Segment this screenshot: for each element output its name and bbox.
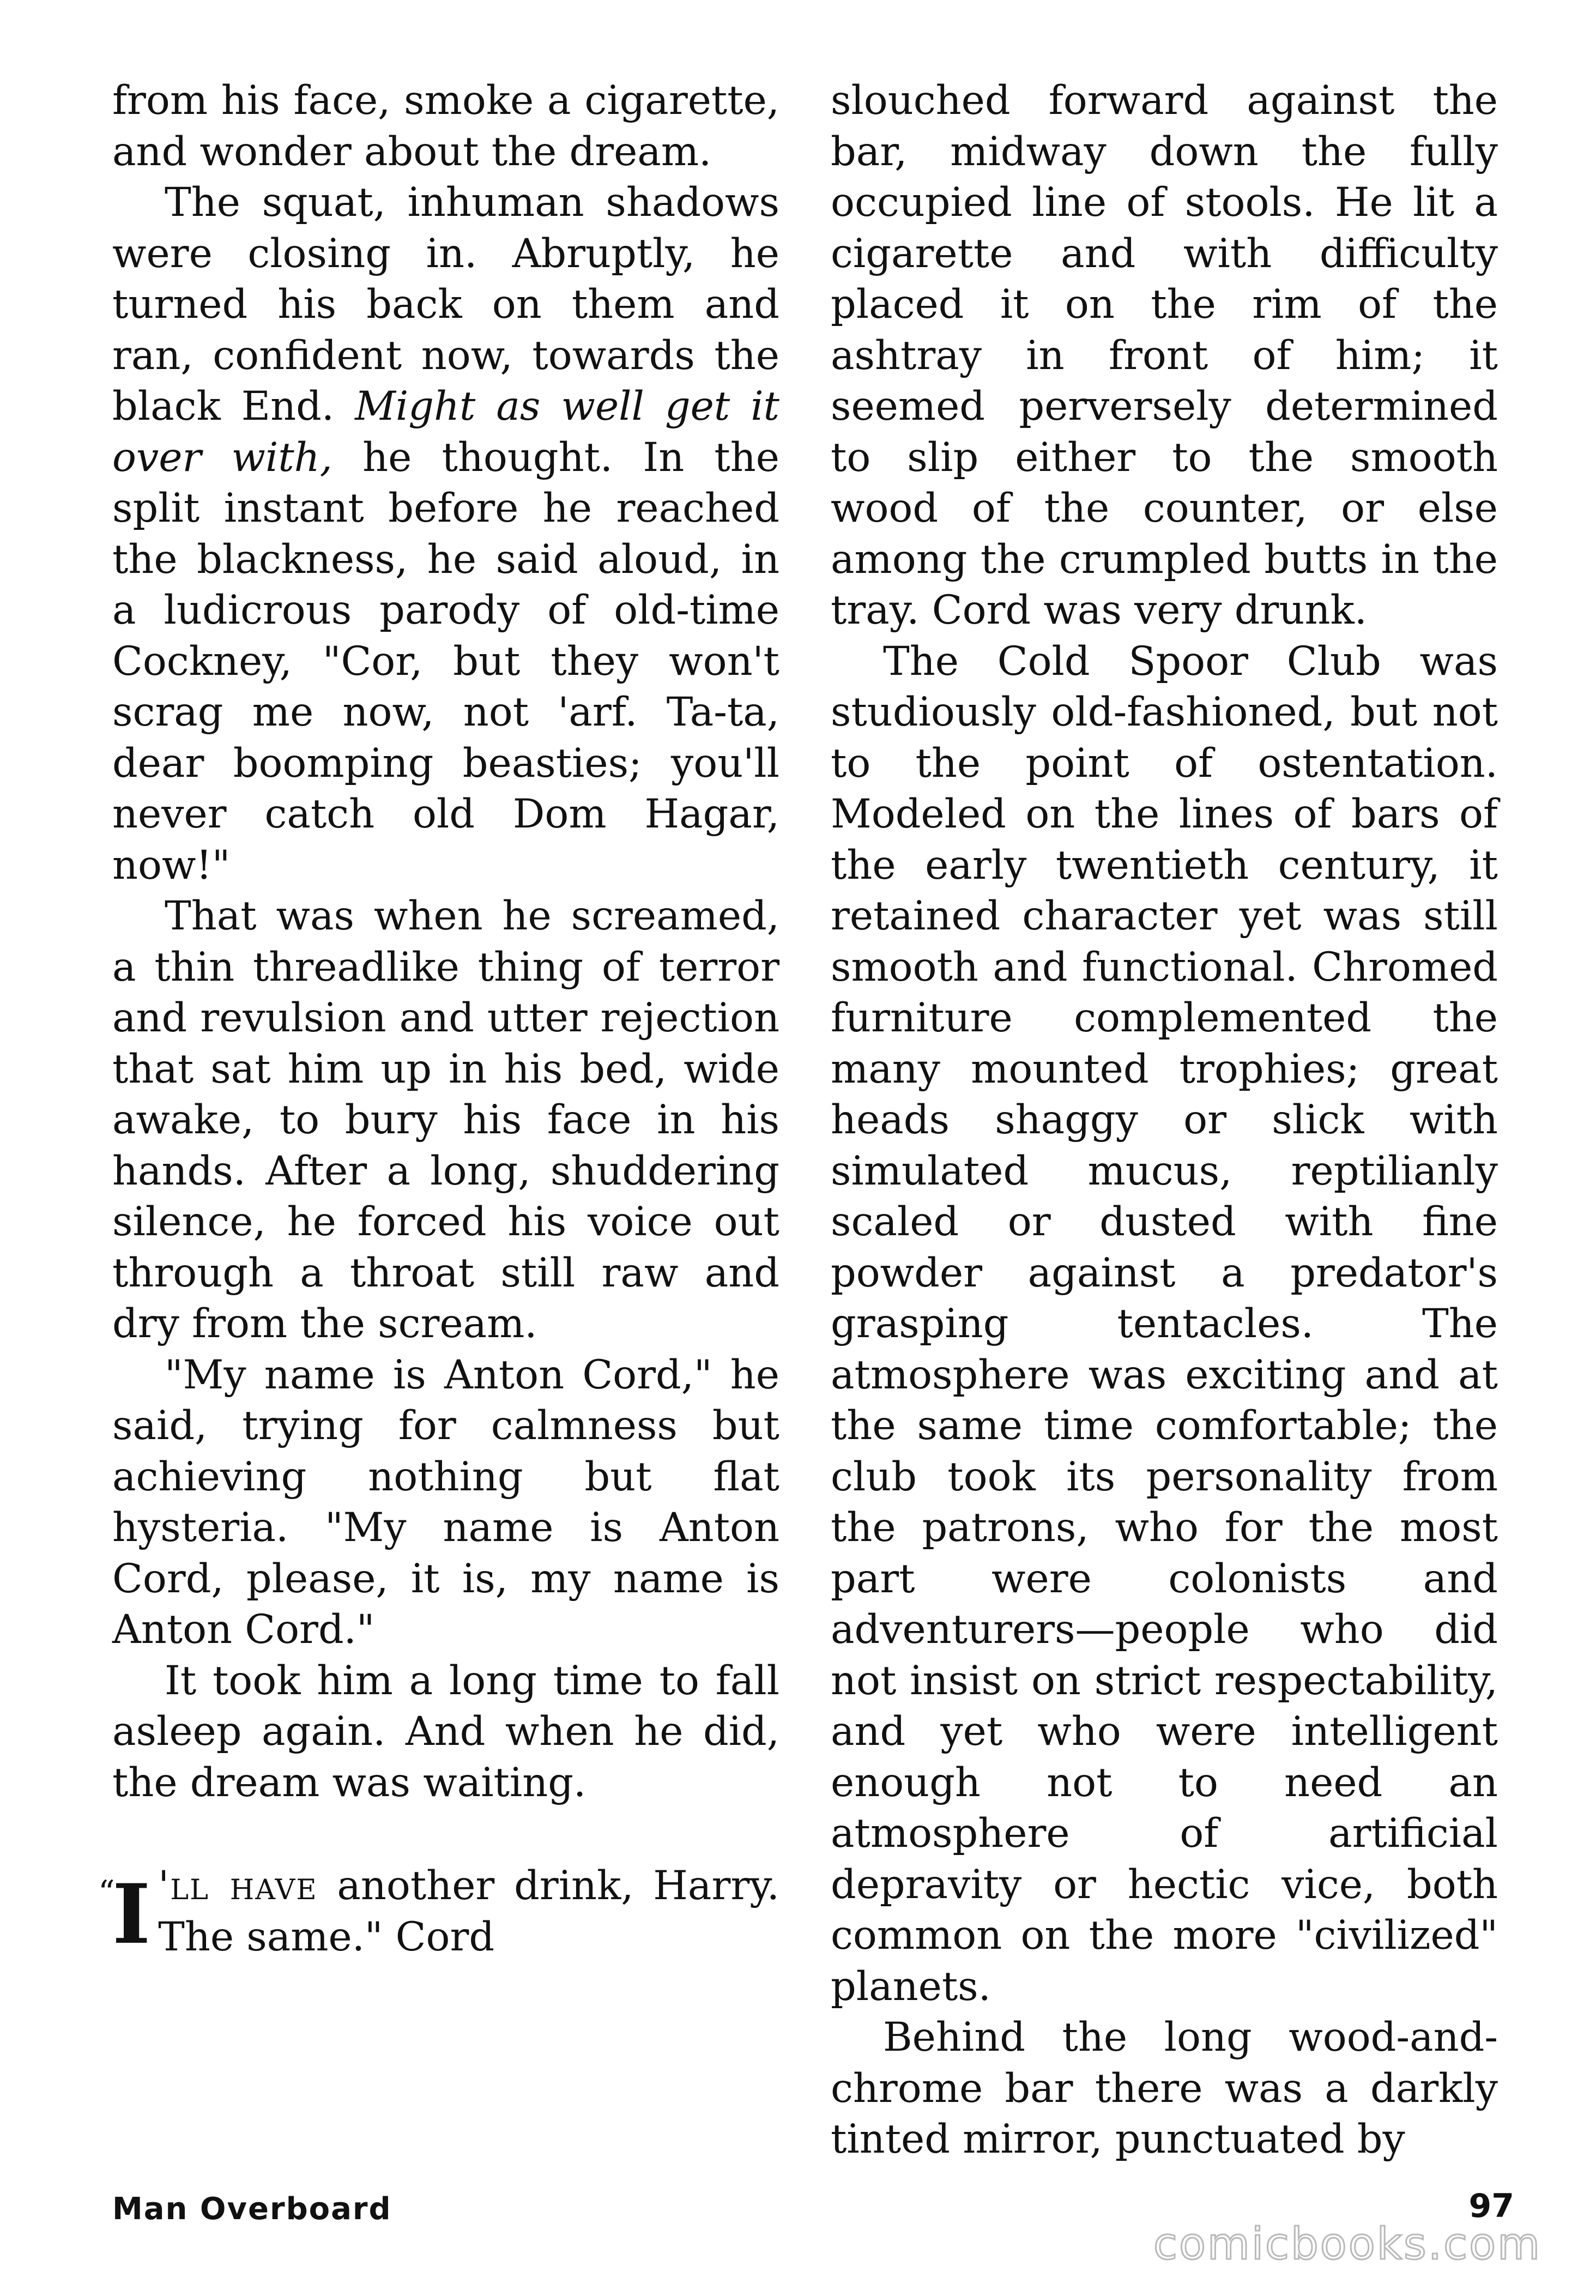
paragraph-with-drop-cap (98, 1860, 779, 1962)
paragraph: It took him a long time to fall asleep again. And when he did, the dream was waiting. (112, 1657, 779, 1806)
paragraph-text: he thought. In the split instant before he reached the blackness, he said aloud, in a ludicrous parody of old-time Cockney, "Cor, but they won't scrag me now, not 'arf. Ta-ta, dear boomping beasties; you'll never catch old Dom Hagar, now!" (112, 434, 779, 889)
paragraph: The Cold Spoor Club was studiously old-fashioned, but not to the point of ostentation. Modeled on the lines of bars of the early twentieth century, it retained character yet was still smooth and functional. Chromed furniture complemented the many mounted trophies; great heads shaggy or slick with simulated mucus, reptilianly scaled or dusted with fine powder against a predator's grasping tentacles. The atmosphere was exciting and at the same time comfortable; the club took its personality from the patrons, who for the most part were colonists and adventurers—people who did not insist on strict respectability, and yet who were intelligent enough not to need an atmosphere of artificial depravity or hectic vice, both common on the more "civilized" planets. (831, 638, 1498, 2010)
right-column (831, 75, 1498, 2165)
paragraph-text: The squat, inhuman shadows were closing in. Abruptly, he turned his back on them and ran, confident now, towards the black End. (112, 179, 779, 430)
paragraph: "My name is Anton Cord," he said, trying for calmness but achieving nothing but flat hysteria. "My name is Anton Cord, please, it is, my name is Anton Cord." (112, 1351, 779, 1653)
paragraph (112, 177, 779, 891)
paragraph: That was when he screamed, a thin threadlike thing of terror and revulsion and utter rejection that sat him up in his bed, wide awake, to bury his face in his hands. After a long, shuddering silence, he forced his voice out through a throat still raw and dry from the scream. (112, 893, 779, 1347)
italic-text: Might as well get it over with, (112, 383, 779, 481)
page-number: 97 (1468, 2187, 1514, 2225)
running-title: Man Overboard (112, 2191, 392, 2227)
drop-cap-letter: I (112, 1866, 151, 1962)
paragraph: Behind the long wood-and-chrome bar there was a darkly tinted mirror, punctuated by (831, 2014, 1498, 2162)
drop-cap-quote: “ (98, 1874, 115, 1912)
section-break (112, 1808, 779, 1860)
small-caps-lead: 'll have (158, 1863, 318, 1909)
paragraph-text: another drink, Harry. The same." Cord (158, 1863, 779, 1960)
paragraph: slouched forward against the bar, midway down the fully occupied line of stools. He lit a cigarette and with difficulty placed it on the rim of the ashtray in front of him; it seemed perversely determined to slip either to the smooth wood of the counter, or else among the crumpled butts in the tray. Cord was very drunk. (831, 77, 1498, 633)
paragraph: from his face, smoke a cigarette, and wonder about the dream. (112, 77, 779, 175)
drop-cap (98, 1866, 151, 1962)
watermark: comicbooks.com (1153, 2219, 1541, 2269)
left-column (98, 75, 779, 1962)
